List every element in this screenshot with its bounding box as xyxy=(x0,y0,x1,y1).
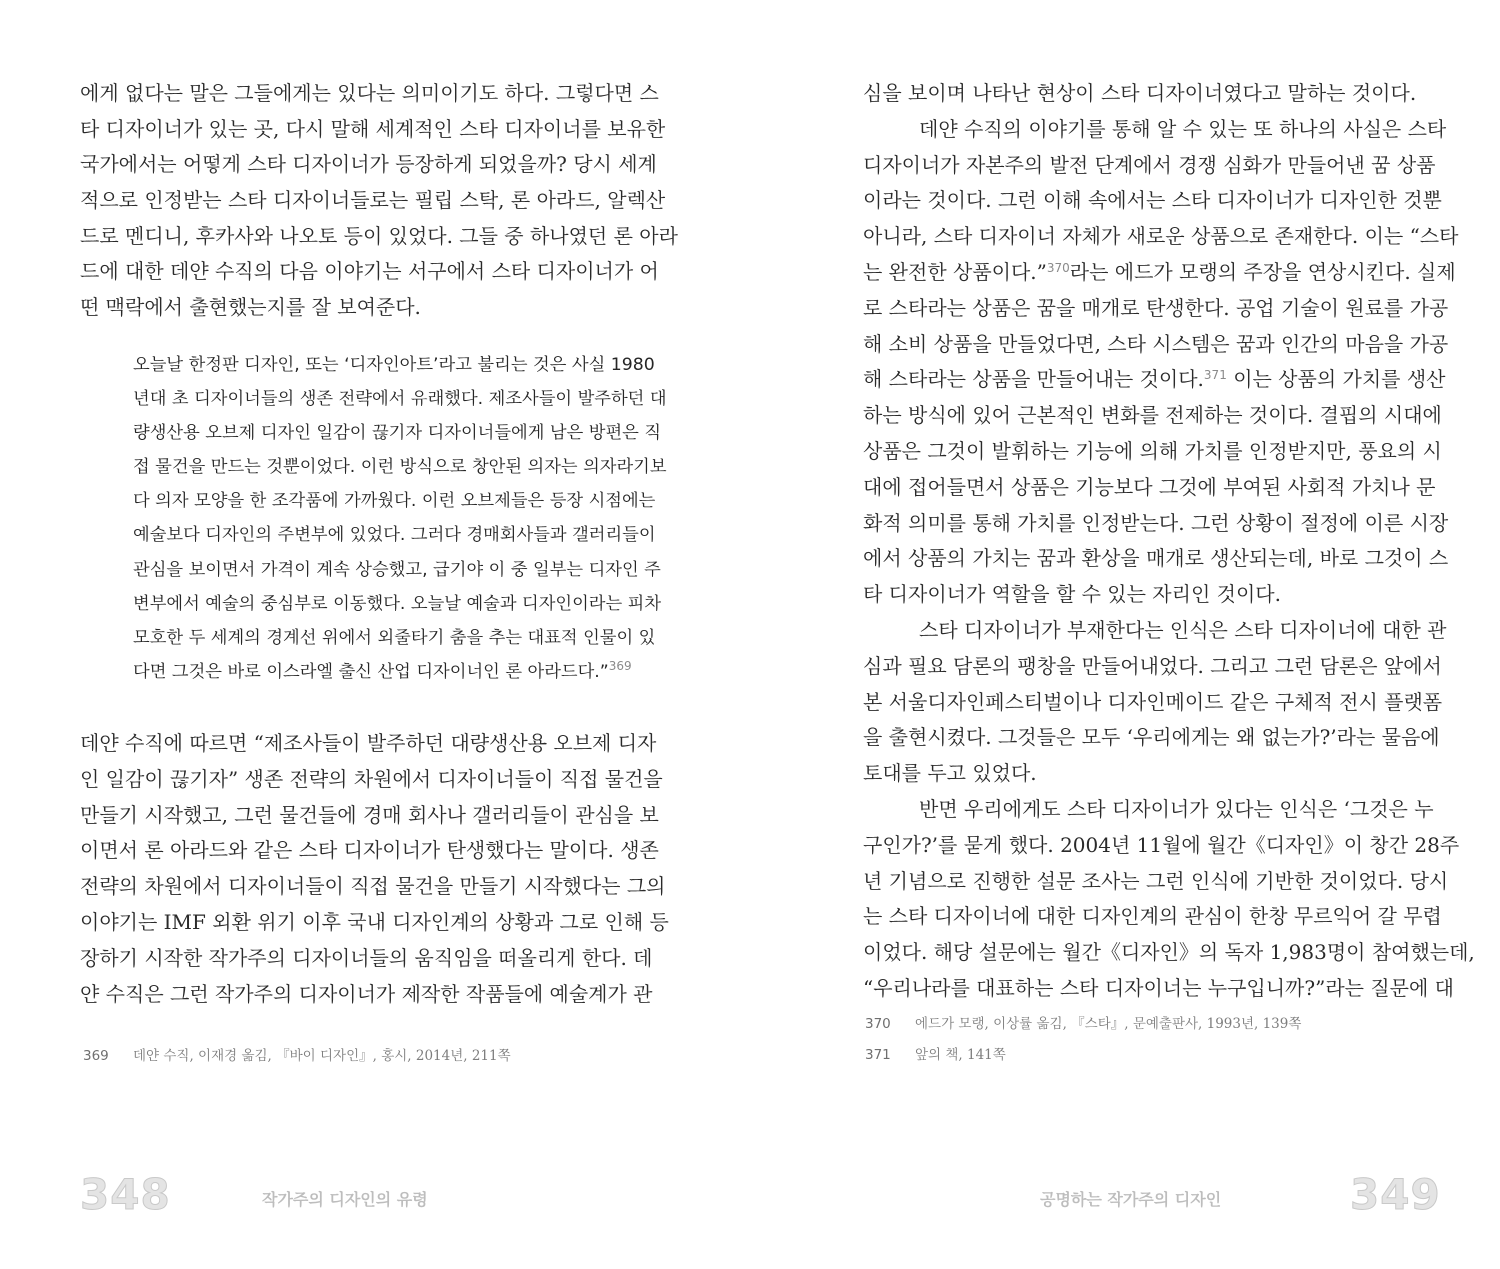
text-line: 토대를 두고 있었다. xyxy=(863,761,1037,786)
footnote-number: 370 xyxy=(865,1016,891,1032)
text-line: 해 소비 상품을 만들었다면, 스타 시스템은 꿈과 인간의 마음을 가공 xyxy=(863,331,1449,356)
page-number: 349 xyxy=(1350,1170,1441,1219)
quote-line: 모호한 두 세계의 경계선 위에서 외줄타기 춤을 추는 대표적 인물이 있 xyxy=(133,627,656,648)
page-number: 348 xyxy=(80,1170,171,1219)
right-body-text xyxy=(863,76,1475,1007)
footnote-370 xyxy=(865,1012,1301,1032)
text-line: 드에 대한 데얀 수직의 다음 이야기는 서구에서 스타 디자이너가 어 xyxy=(80,259,659,284)
text-line: 데얀 수직의 이야기를 통해 알 수 있는 또 하나의 사실은 스타 xyxy=(919,116,1447,141)
running-header: 공명하는 작가주의 디자인 xyxy=(1040,1190,1222,1209)
text-line: 본 서울디자인페스티벌이나 디자인메이드 같은 구체적 전시 플랫폼 xyxy=(863,689,1443,714)
footnote-reference-369[interactable]: 369 xyxy=(608,658,632,673)
text-line: 심과 필요 담론의 팽창을 만들어내었다. 그리고 그런 담론은 앞에서 xyxy=(863,653,1442,678)
footnote-reference-370[interactable]: 370 xyxy=(1046,260,1070,275)
footnote-text: 앞의 책, 141쪽 xyxy=(915,1047,1006,1063)
text-line: 디자이너가 자본주의 발전 단계에서 경쟁 심화가 만들어낸 꿈 상품 xyxy=(863,152,1436,177)
footnote-number: 371 xyxy=(865,1047,891,1063)
text-line: 만들기 시작했고, 그런 물건들에 경매 회사나 갤러리들이 관심을 보 xyxy=(80,802,659,827)
quote-line xyxy=(133,655,635,689)
left-body-paragraph-1 xyxy=(80,76,678,326)
text-line: 화적 의미를 통해 가치를 인정받는다. 그런 상황이 절정에 이른 시장 xyxy=(863,510,1449,535)
text-line: 적으로 인정받는 스타 디자이너들로는 필립 스탁, 론 아라드, 알렉산 xyxy=(80,188,666,213)
text-segment: 는 완전한 상품이다.” xyxy=(863,259,1047,284)
text-line: 하는 방식에 있어 근본적인 변화를 전제하는 것이다. 결핍의 시대에 xyxy=(863,403,1442,428)
text-line: 전략의 차원에서 디자이너들이 직접 물건을 만들기 시작했다는 그의 xyxy=(80,874,666,899)
text-line: 구인가?’를 묻게 했다. 2004년 11월에 월간《디자인》이 창간 28주 xyxy=(863,832,1460,857)
text-line: 에게 없다는 말은 그들에게는 있다는 의미이기도 하다. 그렇다면 스 xyxy=(80,81,659,105)
left-body-paragraph-2 xyxy=(80,726,669,1012)
text-line: 반면 우리에게도 스타 디자이너가 있다는 인식은 ‘그것은 누 xyxy=(919,796,1434,821)
text-line: 떤 맥락에서 출현했는지를 잘 보여준다. xyxy=(80,295,421,320)
text-line: 인 일감이 끊기자” 생존 전략의 차원에서 디자이너들이 직접 물건을 xyxy=(80,766,663,791)
text-line: 타 디자이너가 역할을 할 수 있는 자리인 것이다. xyxy=(863,582,1281,607)
quote-line: 변부에서 예술의 중심부로 이동했다. 오늘날 예술과 디자인이라는 피차 xyxy=(133,593,662,614)
text-line: 타 디자이너가 있는 곳, 다시 말해 세계적인 스타 디자이너를 보유한 xyxy=(80,116,666,141)
quote-line: 년대 초 디자이너들의 생존 전략에서 유래했다. 제조사들이 발주하던 대 xyxy=(133,389,667,410)
text-segment: 이는 상품의 가치를 생산 xyxy=(1233,367,1446,392)
quote-line-text: 다면 그것은 바로 이스라엘 출신 산업 디자이너인 론 아라드다.” xyxy=(133,661,609,682)
text-line: 이었다. 해당 설문에는 월간《디자인》의 독자 1,983명이 참여했는데, xyxy=(863,940,1475,965)
text-segment: 해 스타라는 상품을 만들어내는 것이다. xyxy=(863,367,1204,392)
text-line: 이라는 것이다. 그런 이해 속에서는 스타 디자이너가 디자인한 것뿐 xyxy=(863,188,1442,213)
text-line: 얀 수직은 그런 작가주의 디자이너가 제작한 작품들에 예술계가 관 xyxy=(80,981,653,1006)
text-line: 상품은 그것이 발휘하는 기능에 의해 가치를 인정받지만, 풍요의 시 xyxy=(863,438,1442,463)
text-line: 드로 멘디니, 후카사와 나오토 등이 있었다. 그들 중 하나였던 론 아라 xyxy=(80,223,678,248)
text-line: 이야기는 IMF 외환 위기 이후 국내 디자인계의 상황과 그로 인해 등 xyxy=(80,909,669,934)
text-line: 데얀 수직에 따르면 “제조사들이 발주하던 대량생산용 오브제 디자 xyxy=(80,731,657,755)
text-line: 대에 접어들면서 상품은 기능보다 그것에 부여된 사회적 가치나 문 xyxy=(863,474,1436,499)
text-segment: 라는 에드가 모랭의 주장을 연상시킨다. 실제 xyxy=(1069,259,1456,284)
text-line xyxy=(863,362,1446,398)
text-line: 는 스타 디자이너에 대한 디자인계의 관심이 한창 무르익어 갈 무렵 xyxy=(863,904,1442,929)
quote-line: 접 물건을 만드는 것뿐이었다. 이런 방식으로 창안된 의자는 의자라기보 xyxy=(133,457,667,478)
footnote-text: 데얀 수직, 이재경 옮김, 『바이 디자인』, 홍시, 2014년, 211쪽 xyxy=(133,1048,511,1064)
text-line: 을 출현시켰다. 그것들은 모두 ‘우리에게는 왜 없는가?’라는 물음에 xyxy=(863,725,1440,750)
footnote-371 xyxy=(865,1043,1006,1063)
footnote-369 xyxy=(83,1044,511,1064)
text-line xyxy=(863,255,1456,291)
text-line: 년 기념으로 진행한 설문 조사는 그런 인식에 기반한 것이었다. 당시 xyxy=(863,868,1449,893)
text-line: 국가에서는 어떻게 스타 디자이너가 등장하게 되었을까? 당시 세계 xyxy=(80,152,657,177)
text-line: “우리나라를 대표하는 스타 디자이너는 누구입니까?”라는 질문에 대 xyxy=(863,975,1454,1000)
quote-line: 오늘날 한정판 디자인, 또는 ‘디자인아트’라고 불리는 것은 사실 1980 xyxy=(133,355,655,375)
text-line: 심을 보이며 나타난 현상이 스타 디자이너였다고 말하는 것이다. xyxy=(863,81,1417,105)
quote-line: 량생산용 오브제 디자인 일감이 끊기자 디자이너들에게 남은 방편은 직 xyxy=(133,423,662,444)
block-quote xyxy=(133,348,667,689)
footnote-reference-371[interactable]: 371 xyxy=(1203,368,1227,383)
footnote-number: 369 xyxy=(83,1048,109,1064)
text-line: 스타 디자이너가 부재한다는 인식은 스타 디자이너에 대한 관 xyxy=(919,617,1447,642)
quote-line: 관심을 보이면서 가격이 계속 상승했고, 급기야 이 중 일부는 디자인 주 xyxy=(133,559,661,580)
footnote-text: 에드가 모랭, 이상률 옮김, 『스타』, 문예출판사, 1993년, 139쪽 xyxy=(915,1016,1302,1032)
text-line: 에서 상품의 가치는 꿈과 환상을 매개로 생산되는데, 바로 그것이 스 xyxy=(863,546,1449,571)
quote-line: 다 의자 모양을 한 조각품에 가까웠다. 이런 오브제들은 등장 시점에는 xyxy=(133,491,656,512)
text-line: 로 스타라는 상품은 꿈을 매개로 탄생한다. 공업 기술이 원료를 가공 xyxy=(863,295,1449,320)
text-line: 이면서 론 아라드와 같은 스타 디자이너가 탄생했다는 말이다. 생존 xyxy=(80,838,659,863)
quote-line: 예술보다 디자인의 주변부에 있었다. 그러다 경매회사들과 갤러리들이 xyxy=(133,525,656,546)
running-header: 작가주의 디자인의 유령 xyxy=(262,1190,428,1209)
text-line: 장하기 시작한 작가주의 디자이너들의 움직임을 떠올리게 한다. 데 xyxy=(80,945,653,970)
text-line: 아니라, 스타 디자이너 자체가 새로운 상품으로 존재한다. 이는 “스타 xyxy=(863,224,1459,249)
right-page xyxy=(750,0,1500,1269)
